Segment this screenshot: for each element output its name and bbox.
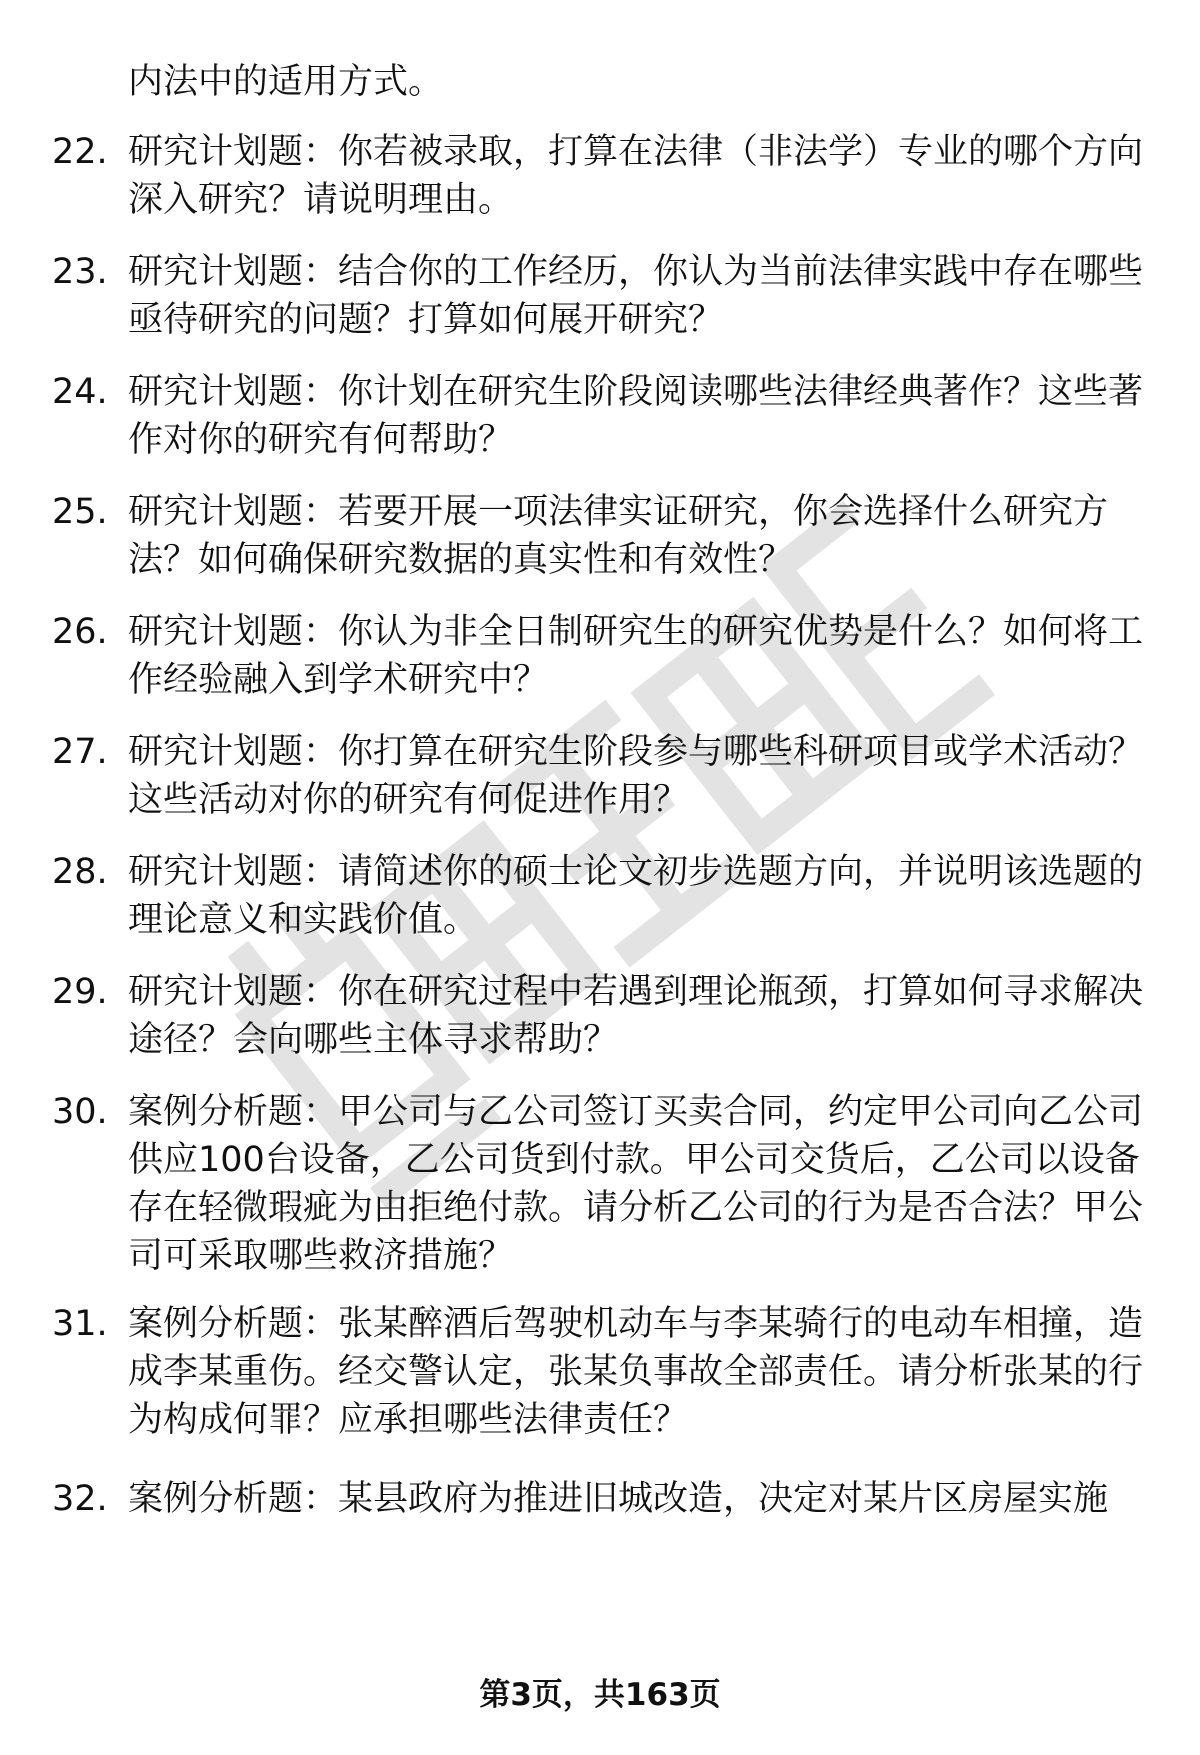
question-text: 案例分析题：某县政府为推进旧城改造，决定对某片区房屋实施 (128, 1479, 1109, 1519)
question-text: 案例分析题：张某醉酒后驾驶机动车与李某骑行的电动车相撞，造成李某重伤。经交警认定，张某负事故全部责任。请分析张某的行为构成何罪？应承担哪些法律责任？ (128, 1304, 1144, 1440)
question-number: 23. (52, 252, 108, 292)
question-number: 26. (52, 612, 108, 652)
question-text: 研究计划题：你计划在研究生阶段阅读哪些法律经典著作？这些著作对你的研究有何帮助？ (128, 372, 1144, 460)
question-number: 30. (52, 1092, 108, 1132)
question-text: 研究计划题：若要开展一项法律实证研究，你会选择什么研究方法？如何确保研究数据的真实性和有效性？ (128, 492, 1109, 580)
question-text: 研究计划题：请简述你的硕士论文初步选题方向，并说明该选题的理论意义和实践价值。 (128, 852, 1144, 940)
page-number: 第3页，共163页 (479, 1677, 721, 1713)
question-number: 28. (52, 852, 108, 892)
question-number: 24. (52, 372, 108, 412)
continuation-text: 内法中的适用方式。 (128, 62, 444, 102)
question-number: 31. (52, 1304, 108, 1344)
question-number: 32. (52, 1479, 108, 1519)
question-text: 研究计划题：你在研究过程中若遇到理论瓶颈，打算如何寻求解决途径？会向哪些主体寻求帮助？ (128, 972, 1144, 1060)
question-number: 22. (52, 132, 108, 172)
question-number: 27. (52, 732, 108, 772)
question-text: 研究计划题：你认为非全日制研究生的研究优势是什么？如何将工作经验融入到学术研究中？ (128, 612, 1144, 700)
question-text: 研究计划题：你若被录取，打算在法律（非法学）专业的哪个方向深入研究？请说明理由。 (128, 132, 1144, 220)
question-number: 25. (52, 492, 108, 532)
question-text: 研究计划题：你打算在研究生阶段参与哪些科研项目或学术活动？这些活动对你的研究有何促进作用？ (128, 732, 1144, 820)
question-number: 29. (52, 972, 108, 1012)
question-text: 研究计划题：结合你的工作经历，你认为当前法律实践中存在哪些亟待研究的问题？打算如何展开研究？ (128, 252, 1144, 340)
question-text: 案例分析题：甲公司与乙公司签订买卖合同，约定甲公司向乙公司供应100台设备，乙公司货到付款。甲公司交货后，乙公司以设备存在轻微瑕疵为由拒绝付款。请分析乙公司的行为是否合法？甲公司可采取哪些救济措施？ (128, 1092, 1144, 1276)
